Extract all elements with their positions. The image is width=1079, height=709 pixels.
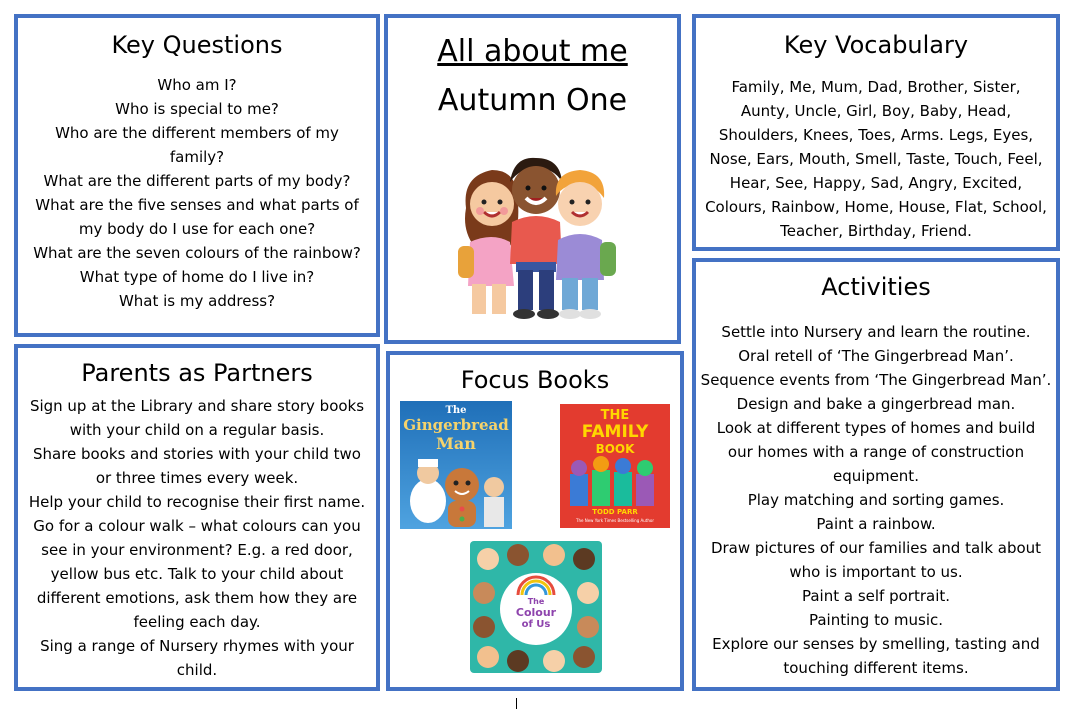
list-item: What is my address? (118, 292, 276, 310)
list-item: What are the seven colours of the rainbow? (33, 244, 361, 262)
book-title-line: The (445, 405, 467, 416)
book-title-line: Colour (515, 606, 557, 619)
page-title: All about me (437, 34, 628, 69)
list-item: Help your child to recognise their first name. (28, 493, 366, 511)
list-item: Sing a range of Nursery rhymes with your (40, 637, 354, 655)
term-label: Autumn One (437, 83, 628, 118)
list-item: Paint a self portrait. (801, 587, 951, 605)
book-author: TODD PARR (592, 508, 638, 516)
focus-books-title: Focus Books (460, 366, 610, 394)
list-item: Play matching and sorting games. (747, 491, 1005, 509)
book-title-line: The (527, 597, 545, 606)
list-item: family? (169, 148, 225, 166)
list-item: What type of home do I live in? (79, 268, 315, 286)
list-item: with your child on a regular basis. (69, 421, 325, 439)
list-item: Nose, Ears, Mouth, Smell, Taste, Touch, Feel, (709, 150, 1043, 168)
children-hugging-illustration (444, 146, 624, 321)
activities-panel (692, 258, 1060, 691)
list-item: Go for a colour walk – what colours can you (33, 517, 361, 535)
book-title-line: Gingerbread (403, 416, 509, 434)
book-cover-gingerbread-man (400, 401, 512, 529)
list-item: Painting to music. (808, 611, 944, 629)
list-item: Paint a rainbow. (816, 515, 936, 533)
list-item: Sign up at the Library and share story books (29, 397, 365, 415)
list-item: feeling each day. (133, 613, 261, 631)
list-item: equipment. (833, 467, 919, 485)
list-item: Colours, Rainbow, Home, House, Flat, School, (705, 198, 1047, 216)
key-questions-panel (14, 14, 380, 337)
list-item: my body do I use for each one? (78, 220, 316, 238)
activities-title: Activities (821, 273, 931, 301)
list-item: What are the five senses and what parts of (35, 196, 359, 214)
list-item: Sequence events from ‘The Gingerbread Man’. (700, 371, 1052, 389)
list-item: who is important to us. (789, 563, 963, 581)
list-item: child. (176, 661, 218, 679)
list-item: Who are the different members of my (55, 124, 339, 142)
book-cover-colour-of-us (470, 541, 602, 673)
key-questions-list (18, 73, 376, 313)
list-item: Explore our senses by smelling, tasting and (712, 635, 1040, 653)
list-item: Shoulders, Knees, Toes, Arms. Legs, Eyes, (718, 126, 1034, 144)
book-title-line: of Us (521, 619, 551, 630)
list-item: see in your environment? E.g. a red door, (41, 541, 353, 559)
gingerbread-man-illustration (400, 401, 512, 529)
list-item: Draw pictures of our families and talk about (710, 539, 1042, 557)
list-item: Teacher, Birthday, Friend. (780, 222, 972, 240)
activities-list (696, 320, 1056, 680)
list-item: Share books and stories with your child two (32, 445, 361, 463)
book-title-line: THE (600, 408, 630, 423)
topic-title-panel (384, 14, 681, 344)
list-item: Oral retell of ‘The Gingerbread Man’. (738, 347, 1014, 365)
parents-list (18, 394, 376, 682)
list-item: different emotions, ask them how they are (36, 589, 358, 607)
book-tagline: The New York Times Bestselling Author (576, 518, 654, 523)
list-item: Aunty, Uncle, Girl, Boy, Baby, Head, (740, 102, 1012, 120)
key-questions-title: Key Questions (111, 31, 283, 59)
list-item: What are the different parts of my body? (43, 172, 351, 190)
book-cover-family-book (560, 404, 670, 528)
list-item: Design and bake a gingerbread man. (736, 395, 1016, 413)
list-item: Who is special to me? (115, 100, 279, 118)
list-item: our homes with a range of construction (727, 443, 1025, 461)
parents-as-partners-panel (14, 344, 380, 691)
list-item: touching different items. (783, 659, 969, 677)
book-title-line: BOOK (595, 442, 635, 456)
page-divider-mark (516, 698, 517, 709)
parents-title: Parents as Partners (81, 359, 313, 387)
list-item: Who am I? (157, 76, 237, 94)
key-vocabulary-title: Key Vocabulary (783, 31, 969, 59)
list-item: Family, Me, Mum, Dad, Brother, Sister, (731, 78, 1021, 96)
focus-books-panel (386, 351, 684, 691)
book-title-line: Man (436, 434, 476, 453)
list-item: yellow bus etc. Talk to your child about (50, 565, 344, 583)
list-item: Settle into Nursery and learn the routine. (721, 323, 1031, 341)
list-item: Look at different types of homes and build (716, 419, 1036, 437)
list-item: Hear, See, Happy, Sad, Angry, Excited, (729, 174, 1023, 192)
list-item: or three times every week. (95, 469, 299, 487)
key-vocabulary-list (696, 75, 1056, 243)
key-vocabulary-panel (692, 14, 1060, 251)
book-title-line: FAMILY (581, 422, 649, 442)
